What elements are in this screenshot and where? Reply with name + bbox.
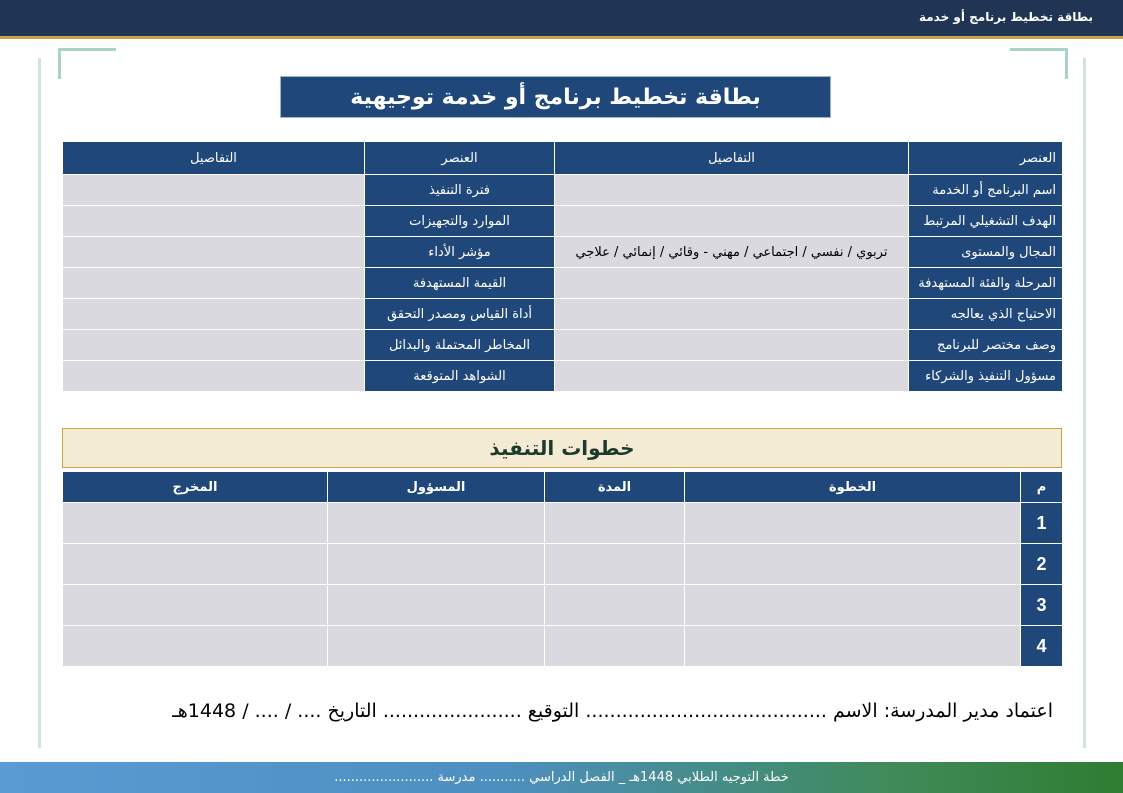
header-details-right: التفاصيل bbox=[555, 142, 909, 175]
header-element-left: العنصر bbox=[365, 142, 555, 175]
info-details-field[interactable] bbox=[555, 299, 909, 330]
header-details-left: التفاصيل bbox=[63, 142, 365, 175]
info-table bbox=[62, 141, 1063, 392]
step-number: 4 bbox=[1021, 626, 1063, 667]
step-field[interactable] bbox=[685, 544, 1021, 585]
footer-text: خطة التوجيه الطلابي 1448هـ _ الفصل الدراسي ........... مدرسة ........................ bbox=[334, 770, 789, 785]
step-field[interactable] bbox=[685, 503, 1021, 544]
info-details-field[interactable] bbox=[555, 206, 909, 237]
info-row bbox=[63, 206, 1063, 237]
info-details-field[interactable]: تربوي / نفسي / اجتماعي / مهني - وقائي / إنمائي / علاجي bbox=[555, 237, 909, 268]
info-details-field[interactable] bbox=[63, 299, 365, 330]
corner-decoration-left bbox=[58, 48, 116, 79]
info-element-label: المجال والمستوى bbox=[909, 237, 1063, 268]
step-field[interactable] bbox=[685, 585, 1021, 626]
info-element-label: القيمة المستهدفة bbox=[365, 268, 555, 299]
info-element-label: مؤشر الأداء bbox=[365, 237, 555, 268]
step-row bbox=[63, 503, 1063, 544]
info-details-field[interactable] bbox=[555, 361, 909, 392]
responsible-field[interactable] bbox=[328, 503, 545, 544]
frame-right-border bbox=[1083, 58, 1086, 748]
responsible-field[interactable] bbox=[328, 544, 545, 585]
info-table-header bbox=[63, 142, 1063, 175]
info-row bbox=[63, 237, 1063, 268]
step-row bbox=[63, 544, 1063, 585]
info-element-label: المخاطر المحتملة والبدائل bbox=[365, 330, 555, 361]
info-details-field[interactable] bbox=[63, 237, 365, 268]
info-element-label: الشواهد المتوقعة bbox=[365, 361, 555, 392]
info-element-label: وصف مختصر للبرنامج bbox=[909, 330, 1063, 361]
corner-decoration-right bbox=[1010, 48, 1068, 79]
info-details-field[interactable] bbox=[63, 361, 365, 392]
info-details-field[interactable] bbox=[63, 175, 365, 206]
header-step: الخطوة bbox=[685, 472, 1021, 503]
header-duration: المدة bbox=[545, 472, 685, 503]
step-number: 1 bbox=[1021, 503, 1063, 544]
info-row bbox=[63, 361, 1063, 392]
frame-left-border bbox=[38, 58, 41, 748]
info-element-label: المرحلة والفئة المستهدفة bbox=[909, 268, 1063, 299]
step-row bbox=[63, 626, 1063, 667]
info-element-label: اسم البرنامج أو الخدمة bbox=[909, 175, 1063, 206]
header-title: بطاقة تخطيط برنامج أو خدمة bbox=[918, 10, 1093, 24]
step-field[interactable] bbox=[685, 626, 1021, 667]
info-details-field[interactable] bbox=[555, 175, 909, 206]
info-row bbox=[63, 175, 1063, 206]
duration-field[interactable] bbox=[545, 585, 685, 626]
info-details-field[interactable] bbox=[555, 330, 909, 361]
output-field[interactable] bbox=[63, 503, 328, 544]
duration-field[interactable] bbox=[545, 544, 685, 585]
step-row bbox=[63, 585, 1063, 626]
info-details-field[interactable] bbox=[555, 268, 909, 299]
header-responsible: المسؤول bbox=[328, 472, 545, 503]
info-element-label: الهدف التشغيلي المرتبط bbox=[909, 206, 1063, 237]
info-element-label: أداة القياس ومصدر التحقق bbox=[365, 299, 555, 330]
info-element-label: الموارد والتجهيزات bbox=[365, 206, 555, 237]
info-row bbox=[63, 268, 1063, 299]
steps-table bbox=[62, 471, 1063, 667]
info-element-label: الاحتياج الذي يعالجه bbox=[909, 299, 1063, 330]
approval-line: اعتماد مدير المدرسة: الاسم ........................................ التوقيع ....................... التاريخ .... / .... / 1448هـ bbox=[172, 700, 1053, 722]
top-bar bbox=[0, 0, 1123, 39]
info-details-field[interactable] bbox=[63, 268, 365, 299]
step-number: 3 bbox=[1021, 585, 1063, 626]
page-title: بطاقة تخطيط برنامج أو خدمة توجيهية bbox=[280, 76, 831, 118]
footer-bar bbox=[0, 762, 1123, 793]
steps-title: خطوات التنفيذ bbox=[62, 428, 1062, 468]
header-number: م bbox=[1021, 472, 1063, 503]
info-row bbox=[63, 299, 1063, 330]
output-field[interactable] bbox=[63, 544, 328, 585]
responsible-field[interactable] bbox=[328, 626, 545, 667]
info-element-label: مسؤول التنفيذ والشركاء bbox=[909, 361, 1063, 392]
header-output: المخرج bbox=[63, 472, 328, 503]
info-row bbox=[63, 330, 1063, 361]
step-number: 2 bbox=[1021, 544, 1063, 585]
steps-table-header bbox=[63, 472, 1063, 503]
output-field[interactable] bbox=[63, 585, 328, 626]
info-details-field[interactable] bbox=[63, 206, 365, 237]
duration-field[interactable] bbox=[545, 503, 685, 544]
info-details-field[interactable] bbox=[63, 330, 365, 361]
header-element-right: العنصر bbox=[909, 142, 1063, 175]
info-element-label: فترة التنفيذ bbox=[365, 175, 555, 206]
duration-field[interactable] bbox=[545, 626, 685, 667]
output-field[interactable] bbox=[63, 626, 328, 667]
responsible-field[interactable] bbox=[328, 585, 545, 626]
